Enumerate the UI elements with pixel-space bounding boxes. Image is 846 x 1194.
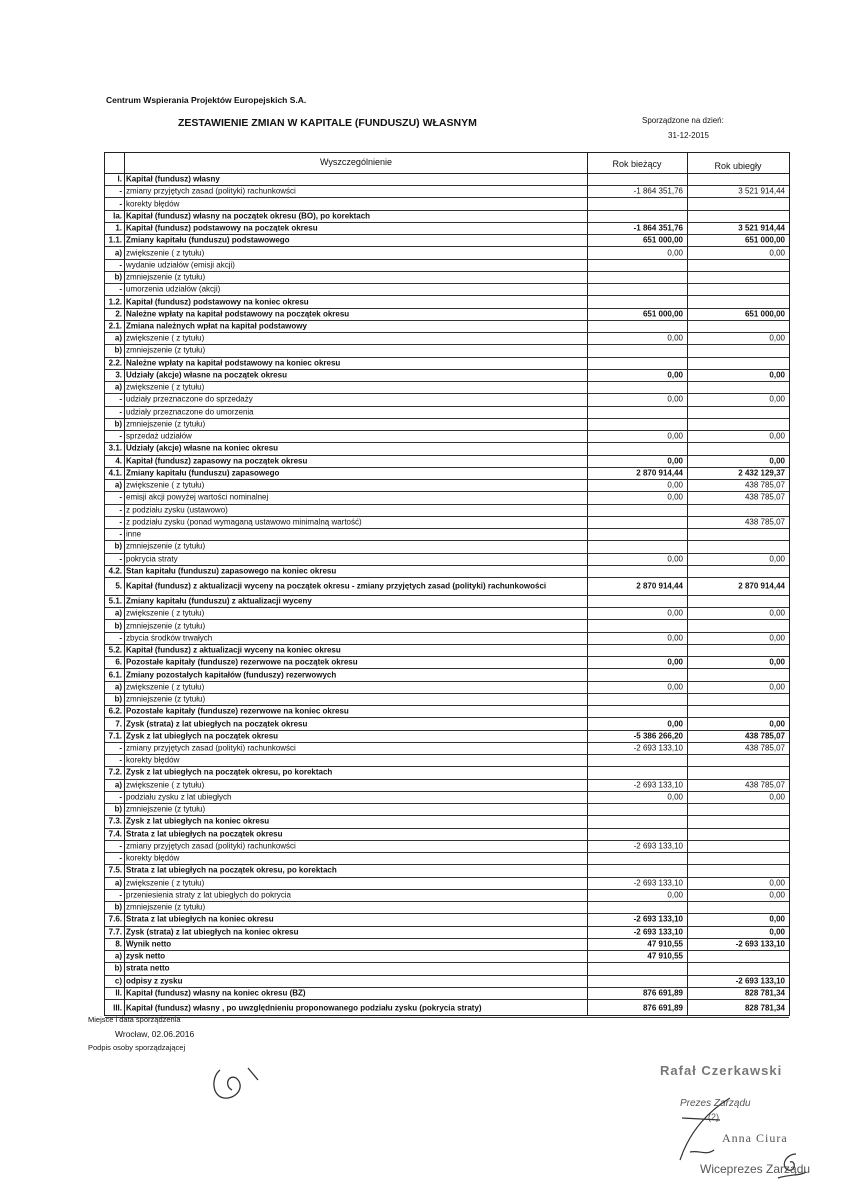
row-number: - [119, 394, 122, 404]
row-number: 7.2. [108, 767, 122, 777]
row-previous-year-value: 0,00 [769, 248, 785, 258]
table-row [105, 369, 789, 382]
row-previous-year-value: -2 693 133,10 [735, 939, 785, 949]
header-previous-year: Rok ubiegły [714, 161, 762, 171]
stamp-president-role: Prezes Zarządu [680, 1098, 751, 1109]
row-current-year-value: 0,00 [667, 657, 683, 667]
row-number: II. [115, 988, 122, 998]
table-row [105, 693, 789, 706]
row-label: zysk netto [126, 951, 166, 961]
signature-label: Podpis osoby sporządzającej [88, 1043, 186, 1052]
row-previous-year-value: 438 785,07 [744, 517, 785, 527]
table-row [105, 455, 789, 468]
table-row [105, 926, 789, 939]
row-number: 7.6. [108, 914, 122, 924]
row-previous-year-value: 0,00 [769, 914, 785, 924]
table-row [105, 246, 789, 259]
table-row [105, 999, 789, 1018]
table-row [105, 271, 789, 284]
header-current-year: Rok bieżący [612, 159, 662, 169]
row-number: 7. [115, 719, 122, 729]
table-row [105, 864, 789, 877]
table-row [105, 681, 789, 694]
row-label: Zysk (strata) z lat ubiegłych na początek okresu [126, 719, 308, 729]
row-number: 7.3. [108, 816, 122, 826]
row-number: a) [114, 951, 122, 961]
row-number: 6.2. [108, 706, 122, 716]
table-row [105, 754, 789, 767]
row-label: Strata z lat ubiegłych na początek okresu [126, 829, 283, 839]
row-label: z podziału zysku (ponad wymaganą ustawowo minimalną wartość) [126, 517, 362, 527]
row-label: zmniejszenie (z tytułu) [126, 419, 206, 429]
table-row [105, 344, 789, 357]
row-number: b) [114, 541, 122, 551]
row-current-year-value: 0,00 [667, 554, 683, 564]
row-current-year-value: -2 693 133,10 [633, 743, 683, 753]
table-row [105, 889, 789, 902]
row-number: 4.1. [108, 468, 122, 478]
row-label: podziału zysku z lat ubiegłych [126, 792, 232, 802]
row-number: 1.1. [108, 235, 122, 245]
table-row [105, 418, 789, 431]
row-label: korekty błędów [126, 853, 180, 863]
row-number: 2.1. [108, 321, 122, 331]
row-number: c) [114, 976, 122, 986]
row-number: b) [114, 963, 122, 973]
row-label: Należne wpłaty na kapitał podstawowy na koniec okresu [126, 358, 341, 368]
row-current-year-value: 0,00 [667, 682, 683, 692]
row-number: - [119, 841, 122, 851]
table-row [105, 730, 789, 743]
table-row [105, 595, 789, 608]
row-label: zwiększenie ( z tytułu) [126, 608, 205, 618]
table-row [105, 619, 789, 632]
row-current-year-value: -2 693 133,10 [633, 878, 683, 888]
table-row [105, 962, 789, 975]
row-current-year-value: 2 870 914,44 [636, 468, 683, 478]
row-number: b) [114, 419, 122, 429]
table-row [105, 442, 789, 455]
row-current-year-value: 0,00 [667, 394, 683, 404]
table-row [105, 632, 789, 645]
row-number: b) [114, 345, 122, 355]
row-previous-year-value: 0,00 [769, 608, 785, 618]
table-row [105, 656, 789, 669]
row-number: - [119, 517, 122, 527]
row-label: Kapitał (fundusz) własny na początek okresu (BO), po korektach [126, 211, 371, 221]
row-current-year-value: -2 693 133,10 [633, 914, 683, 924]
row-label: inne [126, 529, 142, 539]
table-row [105, 987, 789, 1000]
row-label: korekty błędów [126, 755, 180, 765]
row-label: zmiany przyjętych zasad (polityki) rachunkowści [126, 841, 296, 851]
row-label: udziały przeznaczone do umorzenia [126, 407, 254, 417]
equity-changes-table [104, 152, 790, 1016]
row-number: - [119, 529, 122, 539]
row-previous-year-value: 0,00 [769, 682, 785, 692]
row-label: Udziały (akcje) własne na początek okresu [126, 370, 287, 380]
row-label: z podziału zysku (ustawowo) [126, 505, 228, 515]
row-number: a) [114, 878, 122, 888]
table-row [105, 877, 789, 890]
row-previous-year-value: 0,00 [769, 657, 785, 667]
table-row [105, 332, 789, 345]
row-label: udziały przeznaczone do sprzedaży [126, 394, 253, 404]
table-row [105, 430, 789, 443]
row-previous-year-value: 0,00 [769, 890, 785, 900]
row-label: Zysk z lat ubiegłych na początek okresu, po korektach [126, 767, 333, 777]
row-current-year-value: 0,00 [667, 456, 683, 466]
row-previous-year-value: 0,00 [769, 792, 785, 802]
row-number: - [119, 260, 122, 270]
row-number: - [119, 792, 122, 802]
row-current-year-value: 0,00 [667, 333, 683, 343]
row-label: zmniejszenie (z tytułu) [126, 902, 206, 912]
table-row [105, 173, 789, 186]
row-label: zwiększenie ( z tytułu) [126, 333, 205, 343]
row-current-year-value: -2 693 133,10 [633, 841, 683, 851]
row-number: 5.1. [108, 596, 122, 606]
table-row [105, 234, 789, 247]
place-date-label: Miejsce i data sporządzenia [88, 1015, 181, 1024]
vice-president-signature [770, 1148, 810, 1188]
row-number: 1.2. [108, 297, 122, 307]
row-label: Zysk (strata) z lat ubiegłych na koniec okresu [126, 927, 299, 937]
row-label: przeniesienia straty z lat ubiegłych do pokrycia [126, 890, 291, 900]
row-current-year-value: 0,00 [667, 890, 683, 900]
row-label: zbycia środków trwałych [126, 633, 213, 643]
row-previous-year-value: 0,00 [769, 370, 785, 380]
row-previous-year-value: 0,00 [769, 333, 785, 343]
row-current-year-value: 0,00 [667, 719, 683, 729]
row-number: III. [113, 1003, 122, 1013]
table-row [105, 222, 789, 235]
row-label: zmiany przyjętych zasad (polityki) rachunkowści [126, 743, 296, 753]
table-row [105, 840, 789, 853]
row-previous-year-value: -2 693 133,10 [735, 976, 785, 986]
row-number: b) [114, 621, 122, 631]
row-label: zmniejszenie (z tytułu) [126, 694, 206, 704]
row-label: wydanie udziałów (emisji akcji) [126, 260, 235, 270]
row-previous-year-value: 0,00 [769, 394, 785, 404]
header-description: Wyszczególnienie [320, 157, 392, 167]
row-current-year-value: -5 386 266,20 [633, 731, 683, 741]
row-previous-year-value: 438 785,07 [744, 492, 785, 502]
table-row [105, 467, 789, 480]
table-row [105, 717, 789, 730]
stamp-president-number: (2) [708, 1112, 719, 1122]
row-current-year-value: 0,00 [667, 248, 683, 258]
row-number: 3.1. [108, 443, 122, 453]
row-label: Zmiany pozostałych kapitałów (funduszy) rezerwowych [126, 670, 337, 680]
row-current-year-value: -2 693 133,10 [633, 927, 683, 937]
prepared-date: 31-12-2015 [668, 131, 709, 140]
row-current-year-value: 2 870 914,44 [636, 581, 683, 591]
row-label: Zmiana należnych wpłat na kapitał podstawowy [126, 321, 307, 331]
company-name: Centrum Wspierania Projektów Europejskich S.A. [106, 95, 307, 105]
table-row [105, 504, 789, 517]
row-current-year-value: 0,00 [667, 633, 683, 643]
table-row [105, 852, 789, 865]
table-row [105, 766, 789, 779]
row-number: 6. [115, 657, 122, 667]
row-number: 7.4. [108, 829, 122, 839]
row-number: a) [114, 682, 122, 692]
row-previous-year-value: 3 521 914,44 [738, 223, 785, 233]
row-number: a) [114, 248, 122, 258]
row-label: Zysk z lat ubiegłych na koniec okresu [126, 816, 270, 826]
row-number: 2. [115, 309, 122, 319]
table-row [105, 553, 789, 566]
table-row [105, 668, 789, 681]
row-label: Zysk z lat ubiegłych na początek okresu [126, 731, 279, 741]
row-label: zmiany przyjętych zasad (polityki) rachunkowści [126, 186, 296, 196]
row-label: pokrycia straty [126, 554, 178, 564]
row-current-year-value: -2 693 133,10 [633, 780, 683, 790]
row-number: - [119, 554, 122, 564]
row-current-year-value: -1 864 351,76 [633, 223, 683, 233]
row-label: Zmiany kapitału (funduszu) podstawowego [126, 235, 290, 245]
row-previous-year-value: 438 785,07 [744, 743, 785, 753]
row-number: 4.2. [108, 566, 122, 576]
row-previous-year-value: 0,00 [769, 878, 785, 888]
row-label: Kapitał (fundusz) zapasowy na początek okresu [126, 456, 308, 466]
row-number: b) [114, 902, 122, 912]
table-row [105, 901, 789, 914]
table-row [105, 516, 789, 529]
row-previous-year-value: 438 785,07 [744, 780, 785, 790]
row-label: Udziały (akcje) własne na koniec okresu [126, 443, 279, 453]
row-number: 7.1. [108, 731, 122, 741]
row-previous-year-value: 0,00 [769, 633, 785, 643]
row-number: - [119, 743, 122, 753]
row-current-year-value: 876 691,89 [642, 1003, 683, 1013]
row-previous-year-value: 651 000,00 [744, 309, 785, 319]
row-label: zmniejszenie (z tytułu) [126, 804, 206, 814]
row-previous-year-value: 0,00 [769, 719, 785, 729]
president-signature [660, 1090, 760, 1170]
place-date-value: Wrocław, 02.06.2016 [115, 1029, 195, 1039]
table-row [105, 975, 789, 988]
row-number: b) [114, 804, 122, 814]
row-current-year-value: 0,00 [667, 480, 683, 490]
row-label: zmniejszenie (z tytułu) [126, 541, 206, 551]
row-number: 6.1. [108, 670, 122, 680]
table-row [105, 295, 789, 308]
row-previous-year-value: 828 781,34 [744, 1003, 785, 1013]
row-previous-year-value: 0,00 [769, 431, 785, 441]
row-number: 3. [115, 370, 122, 380]
row-previous-year-value: 651 000,00 [744, 235, 785, 245]
row-number: - [119, 199, 122, 209]
prepared-date-label: Sporządzone na dzień: [642, 116, 724, 125]
row-number: a) [114, 333, 122, 343]
table-row [105, 491, 789, 504]
table-row [105, 607, 789, 620]
table-row [105, 815, 789, 828]
row-label: Kapitał (fundusz) podstawowy na początek okresu [126, 223, 318, 233]
document-title: ZESTAWIENIE ZMIAN W KAPITALE (FUNDUSZU) WŁASNYM [178, 117, 477, 129]
table-row [105, 283, 789, 296]
row-label: korekty błędów [126, 199, 180, 209]
row-label: Kapitał (fundusz) z aktualizacji wyceny na koniec okresu [126, 645, 341, 655]
row-current-year-value: 0,00 [667, 370, 683, 380]
table-row [105, 742, 789, 755]
table-row [105, 540, 789, 553]
table-row [105, 803, 789, 816]
row-number: b) [114, 694, 122, 704]
row-label: Strata z lat ubiegłych na koniec okresu [126, 914, 274, 924]
row-current-year-value: 0,00 [667, 492, 683, 502]
row-number: 4. [115, 456, 122, 466]
stamp-vice-president-name: Anna Ciura [722, 1131, 788, 1145]
row-label: Kapitał (fundusz) z aktualizacji wyceny na początek okresu - zmiany przyjętych zasad (polityki) rachunkowości [126, 581, 547, 591]
row-number: 5. [115, 581, 122, 591]
row-label: strata netto [126, 963, 170, 973]
row-number: 8. [115, 939, 122, 949]
row-previous-year-value: 0,00 [769, 554, 785, 564]
row-number: Ia. [113, 211, 122, 221]
row-label: zwiększenie ( z tytułu) [126, 780, 205, 790]
table-row [105, 950, 789, 963]
row-label: Zmiany kapitału (funduszu) zapasowego [126, 468, 280, 478]
row-current-year-value: 0,00 [667, 792, 683, 802]
row-label: Kapitał (fundusz) podstawowy na koniec okresu [126, 297, 309, 307]
row-label: umorzenia udziałów (akcji) [126, 284, 221, 294]
row-number: - [119, 407, 122, 417]
row-label: zmniejszenie (z tytułu) [126, 272, 206, 282]
row-number: - [119, 186, 122, 196]
row-number: a) [114, 780, 122, 790]
row-number: 7.7. [108, 927, 122, 937]
row-number: a) [114, 608, 122, 618]
row-number: - [119, 505, 122, 515]
table-row [105, 381, 789, 394]
row-current-year-value: 876 691,89 [642, 988, 683, 998]
row-current-year-value: 651 000,00 [642, 235, 683, 245]
row-label: Kapitał (fundusz) własny [126, 174, 220, 184]
table-row [105, 259, 789, 272]
row-label: Pozostałe kapitały (fundusze) rezerwowe na koniec okresu [126, 706, 349, 716]
row-label: emisji akcji powyżej wartości nominalnej [126, 492, 269, 502]
row-label: Kapitał (fundusz) własny na koniec okresu (BZ) [126, 988, 306, 998]
table-row [105, 357, 789, 370]
table-row [105, 197, 789, 210]
row-label: odpisy z zysku [126, 976, 183, 986]
table-row [105, 705, 789, 718]
row-number: I. [117, 174, 122, 184]
row-current-year-value: 0,00 [667, 608, 683, 618]
row-label: Strata z lat ubiegłych na początek okresu, po korektach [126, 865, 337, 875]
preparer-signature [200, 1050, 280, 1110]
row-label: Kapitał (fundusz) własny , po uwzględnieniu proponowanego podziału zysku (pokrycia straty) [126, 1003, 482, 1013]
row-previous-year-value: 3 521 914,44 [738, 186, 785, 196]
row-number: - [119, 284, 122, 294]
table-row [105, 828, 789, 841]
row-current-year-value: 651 000,00 [642, 309, 683, 319]
row-previous-year-value: 0,00 [769, 456, 785, 466]
row-label: zwiększenie ( z tytułu) [126, 682, 205, 692]
row-label: Pozostałe kapitały (fundusze) rezerwowe na początek okresu [126, 657, 358, 667]
row-previous-year-value: 828 781,34 [744, 988, 785, 998]
table-row [105, 308, 789, 321]
row-number: a) [114, 382, 122, 392]
table-row [105, 791, 789, 804]
table-row [105, 320, 789, 333]
row-number: - [119, 890, 122, 900]
stamp-vice-president-role: Wiceprezes Zarządu [700, 1162, 811, 1176]
row-previous-year-value: 2 432 129,37 [738, 468, 785, 478]
row-current-year-value: 47 910,55 [647, 939, 683, 949]
row-number: b) [114, 272, 122, 282]
row-current-year-value: 47 910,55 [647, 951, 683, 961]
row-label: zmniejszenie (z tytułu) [126, 345, 206, 355]
row-label: zwiększenie ( z tytułu) [126, 248, 205, 258]
table-row [105, 577, 789, 596]
table-row [105, 406, 789, 419]
table-row [105, 565, 789, 578]
table-row [105, 938, 789, 951]
row-number: a) [114, 480, 122, 490]
row-label: Stan kapitału (funduszu) zapasowego na koniec okresu [126, 566, 337, 576]
row-previous-year-value: 438 785,07 [744, 480, 785, 490]
row-previous-year-value: 0,00 [769, 927, 785, 937]
row-number: 5.2. [108, 645, 122, 655]
row-label: Wynik netto [126, 939, 172, 949]
row-number: 1. [115, 223, 122, 233]
row-label: zwiększenie ( z tytułu) [126, 878, 205, 888]
table-body [105, 173, 789, 1015]
row-label: sprzedaż udziałów [126, 431, 192, 441]
table-row [105, 644, 789, 657]
table-row [105, 393, 789, 406]
row-label: zmniejszenie (z tytułu) [126, 621, 206, 631]
row-label: Należne wpłaty na kapitał podstawowy na początek okresu [126, 309, 350, 319]
row-current-year-value: -1 864 351,76 [633, 186, 683, 196]
row-current-year-value: 0,00 [667, 431, 683, 441]
table-row [105, 210, 789, 223]
stamp-president-name: Rafał Czerkawski [660, 1063, 783, 1078]
row-previous-year-value: 2 870 914,44 [738, 581, 785, 591]
row-number: - [119, 633, 122, 643]
row-number: 7.5. [108, 865, 122, 875]
table-row [105, 913, 789, 926]
row-number: - [119, 853, 122, 863]
table-row [105, 528, 789, 541]
table-row [105, 479, 789, 492]
row-number: - [119, 431, 122, 441]
table-row [105, 779, 789, 792]
row-label: zwiększenie ( z tytułu) [126, 382, 205, 392]
row-number: - [119, 492, 122, 502]
table-row [105, 185, 789, 198]
row-previous-year-value: 438 785,07 [744, 731, 785, 741]
row-number: 2.2. [108, 358, 122, 368]
row-label: zwiększenie ( z tytułu) [126, 480, 205, 490]
row-label: Zmiany kapitału (funduszu) z aktualizacji wyceny [126, 596, 312, 606]
row-number: - [119, 755, 122, 765]
